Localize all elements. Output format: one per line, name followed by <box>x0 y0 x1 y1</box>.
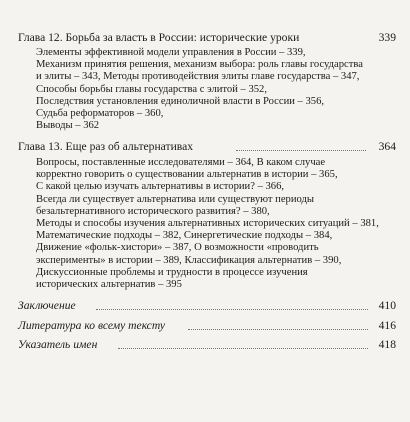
literature-page: 416 <box>378 319 396 332</box>
dot-leader <box>188 329 368 330</box>
name-index-page: 418 <box>378 338 396 351</box>
toc-entry: и элиты – 343, Методы противодействия элиты главе государства – 347, <box>36 71 360 83</box>
conclusion-page: 410 <box>378 299 396 312</box>
toc-entry: Методы и способы изучения альтернативных исторических ситуаций – 381, <box>36 218 379 230</box>
toc-entry: Вопросы, поставленные исследователями – 364, В каком случае <box>36 157 326 168</box>
toc-entry: Выводы – 362 <box>36 120 100 132</box>
chapter-13-entries <box>36 157 379 291</box>
back-matter-name-index <box>18 338 396 351</box>
back-matter-conclusion <box>18 299 396 312</box>
toc-entry: эксперименты» в истории – 389, Классификация альтернатив – 390, <box>36 254 342 266</box>
chapter-12-heading <box>18 31 396 44</box>
conclusion-title: Заключение <box>18 299 76 312</box>
chapter-12-page: 339 <box>378 31 396 44</box>
toc-entry: Способы борьбы главы государства с элитой – 352, <box>36 83 268 95</box>
toc-entry: Движение «фольк-хистори» – 387, О возможности «проводить <box>36 242 319 254</box>
toc-entry: Всегда ли существует альтернатива или существуют периоды <box>36 193 315 205</box>
toc-entry: Последствия установления единоличной власти в России – 356, <box>36 95 325 107</box>
chapter-13-page: 364 <box>378 140 396 153</box>
name-index-title: Указатель имен <box>18 338 98 351</box>
literature-title: Литература ко всему тексту <box>18 319 166 332</box>
toc-entry: С какой целью изучать альтернативы в истории? – 366, <box>36 181 285 193</box>
dot-leader <box>118 348 368 349</box>
dot-leader <box>236 150 366 151</box>
toc-entry: Судьба реформаторов – 360, <box>36 108 164 120</box>
chapter-13-heading <box>18 140 396 153</box>
dot-leader <box>96 309 368 310</box>
chapter-12-title: Глава 12. Борьба за власть в России: исторические уроки <box>18 31 300 44</box>
toc-entry: корректно говорить о существовании альтернатив в истории – 365, <box>36 169 338 181</box>
toc-entry: Элементы эффективной модели управления в России – 339, <box>36 47 306 58</box>
toc-entry: безальтернативного исторического развития? – 380, <box>36 205 270 217</box>
toc-entry: Математические подходы – 382, Синергетические подходы – 384, <box>36 230 333 242</box>
back-matter-literature <box>18 319 396 332</box>
toc-entry: Дискуссионные проблемы и трудности в процессе изучения <box>36 266 308 278</box>
toc-entry: Механизм принятия решения, механизм выбора: роль главы государства <box>36 59 363 71</box>
toc-entry: исторических альтернатив – 395 <box>36 279 182 291</box>
chapter-13-title: Глава 13. Еще раз об альтернативах <box>18 140 194 153</box>
chapter-12-entries <box>36 47 370 132</box>
